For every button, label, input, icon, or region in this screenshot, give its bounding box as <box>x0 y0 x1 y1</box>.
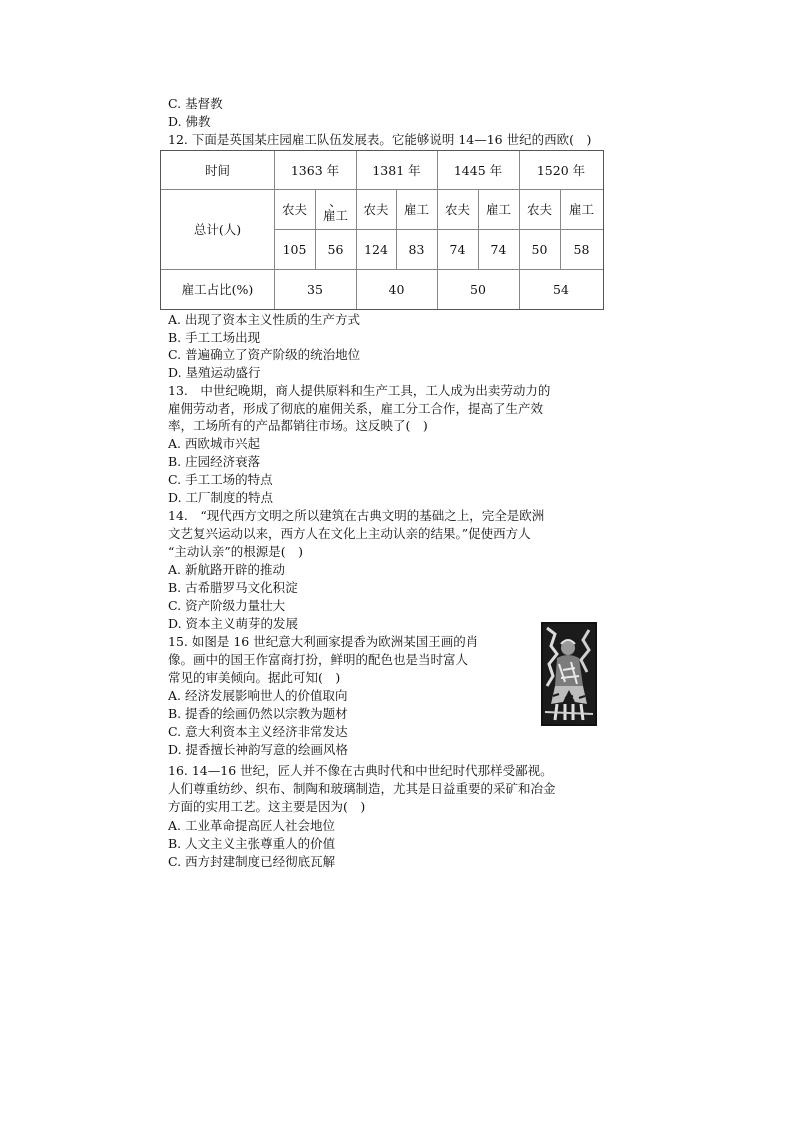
q14-option-a: A. 新航路开辟的推动 <box>168 562 285 577</box>
table-header-time: 时间 <box>204 163 230 178</box>
q13-stem-line: 雇佣劳动者，形成了彻底的雇佣关系，雇工分工合作，提高了生产效 <box>168 401 544 416</box>
table-sub-label: 农夫 <box>526 202 552 217</box>
table-year: 1363 年 <box>290 163 340 178</box>
table-sub-label: 农夫 <box>363 202 389 217</box>
table-row-total-label: 总计(人) <box>193 222 242 237</box>
table-year: 1520 年 <box>536 163 586 178</box>
table-count: 58 <box>573 241 590 257</box>
q13-option-a: A. 西欧城市兴起 <box>168 436 260 451</box>
q16-option-c: C. 西方封建制度已经彻底瓦解 <box>168 854 336 869</box>
q11-option-c: C. 基督教 <box>168 96 223 111</box>
table-count: 50 <box>531 241 548 257</box>
table-sub-label: 农夫 <box>444 202 470 217</box>
q12-option-a: A. 出现了资本主义性质的生产方式 <box>168 312 360 327</box>
table-count: 83 <box>408 241 425 257</box>
q14-stem-line: 文艺复兴运动以来，西方人在文化上主动认亲的结果。”促使西方人 <box>168 526 531 541</box>
table-sub-label: 雇工 <box>403 202 429 217</box>
q15-stem-line: 15. 如图是 16 世纪意大利画家提香为欧洲某国王画的肖 <box>168 634 479 649</box>
q14-stem-line: 14. “现代西方文明之所以建筑在古典文明的基础之上，完全是欧洲 <box>168 508 545 523</box>
q12-stem: 12. 下面是英国某庄园雇工队伍发展表。它能够说明 14—16 世纪的西欧( ) <box>168 132 592 147</box>
q12-option-d: D. 垦殖运动盛行 <box>168 365 261 380</box>
table-count: 124 <box>364 241 388 257</box>
q11-option-d: D. 佛教 <box>168 114 211 129</box>
table-ratio: 40 <box>388 281 405 297</box>
q14-option-c: C. 资产阶级力量壮大 <box>168 598 286 613</box>
q12-option-b: B. 手工工场出现 <box>168 330 261 345</box>
king-portrait-image <box>541 622 597 726</box>
q15-option-a: A. 经济发展影响世人的价值取向 <box>168 688 348 703</box>
table-year: 1445 年 <box>453 163 503 178</box>
table-sub-label: 雇工 <box>568 202 594 217</box>
q16-stem-line: 人们尊重纺纱、织布、制陶和玻璃制造，尤其是日益重要的采矿和冶金 <box>168 781 556 796</box>
table-count: 105 <box>282 241 307 257</box>
q16-option-b: B. 人文主义主张尊重人的价值 <box>168 836 336 851</box>
q16-stem-line: 16. 14—16 世纪，匠人并不像在古典时代和中世纪时代那样受鄙视。 <box>168 763 553 778</box>
table-ratio: 54 <box>553 281 569 297</box>
table-ratio: 50 <box>470 281 486 297</box>
table-sub-label: 雇工 <box>485 202 511 217</box>
table-year: 1381 年 <box>372 163 421 178</box>
table-count: 74 <box>449 241 466 257</box>
q14-option-d: D. 资本主义萌芽的发展 <box>168 616 299 631</box>
q16-option-a: A. 工业革命提高匠人社会地位 <box>168 818 335 833</box>
q15-option-d: D. 提香擅长神韵写意的绘画风格 <box>168 742 349 757</box>
q14-option-b: B. 古希腊罗马文化积淀 <box>168 580 298 595</box>
table-ratio: 35 <box>307 281 323 297</box>
table-count: 56 <box>327 241 344 257</box>
table-row-ratio-label: 雇工占比(%) <box>181 282 254 297</box>
q13-stem-line: 13. 中世纪晚期，商人提供原料和生产工具，工人成为出卖劳动力的 <box>168 383 551 398</box>
table-sub-label: 、 雇工 <box>322 194 348 223</box>
q12-option-c: C. 普遍确立了资产阶级的统治地位 <box>168 347 361 362</box>
q15-stem-line: 像。画中的国王作富商打扮，鲜明的配色也是当时富人 <box>168 652 469 667</box>
table-sub-label: 农夫 <box>281 202 307 217</box>
q15-stem-line: 常见的审美倾向。据此可知( ) <box>168 670 341 685</box>
employment-table <box>160 150 604 310</box>
q16-stem-line: 方面的实用工艺。这主要是因为( ) <box>168 799 366 814</box>
q13-option-c: C. 手工工场的特点 <box>168 472 273 487</box>
q15-option-b: B. 提香的绘画仍然以宗教为题材 <box>168 706 348 721</box>
portrait-figure-icon <box>543 624 595 724</box>
q13-option-d: D. 工厂制度的特点 <box>168 490 274 505</box>
q14-stem-line: “主动认亲”的根源是( ) <box>168 544 304 559</box>
q13-stem-line: 率，工场所有的产品都销往市场。这反映了( ) <box>168 418 428 433</box>
table-count: 74 <box>490 241 507 257</box>
q13-option-b: B. 庄园经济衰落 <box>168 454 261 469</box>
q15-option-c: C. 意大利资本主义经济非常发达 <box>168 724 348 739</box>
